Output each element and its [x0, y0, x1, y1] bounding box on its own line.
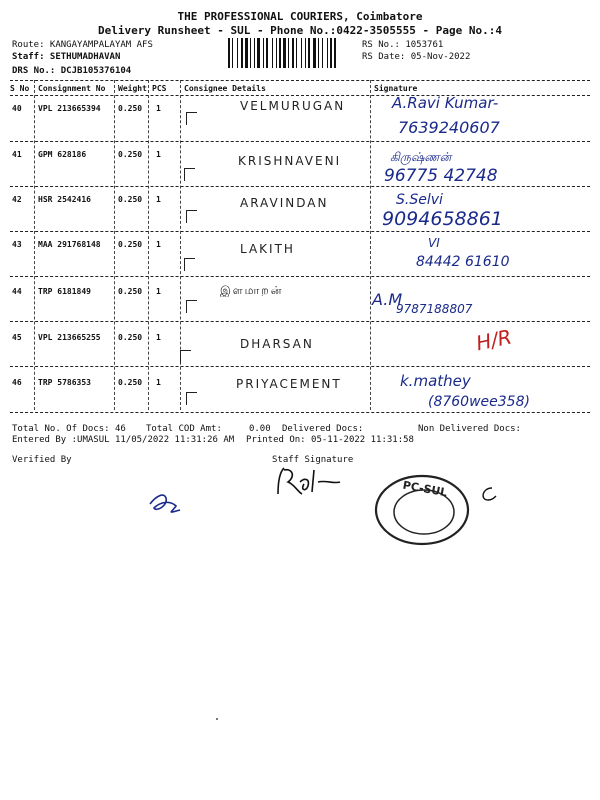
verified-signature: [146, 486, 186, 518]
row-consignee: PRIYACEMENT: [236, 377, 342, 391]
tick-mark: [186, 112, 197, 125]
row-sno: 41: [12, 150, 22, 159]
barcode-bar: [288, 38, 289, 68]
col-header-weight: Weight: [118, 84, 147, 93]
verified-by-label: Verified By: [12, 455, 72, 465]
barcode-bar: [313, 38, 316, 68]
staff-signature-label: Staff Signature: [272, 455, 354, 465]
barcode-bar: [241, 38, 243, 68]
rs-number: RS No.: 1053761: [362, 40, 444, 50]
row-sno: 42: [12, 195, 22, 204]
tick-mark: [184, 258, 195, 271]
row-signature-phone: 7639240607: [398, 118, 500, 137]
route-label: Route: KANGAYAMPALAYAM AFS: [12, 40, 153, 50]
barcode-bar: [308, 38, 310, 68]
barcode-bar: [279, 38, 281, 68]
divider: [10, 186, 590, 187]
column-divider: [34, 80, 35, 410]
barcode-bar: [276, 38, 277, 68]
row-consignment-no: TRP 5786353: [38, 378, 91, 387]
row-consignment-no: TRP 6181849: [38, 287, 91, 296]
divider: [10, 276, 590, 277]
delivered-docs: Delivered Docs:: [282, 424, 364, 434]
row-weight: 0.250: [118, 287, 143, 296]
row-weight: 0.250: [118, 104, 143, 113]
barcode-bar: [330, 38, 332, 68]
barcode-bar: [232, 38, 233, 68]
col-header-sno: S No: [10, 84, 30, 93]
column-divider: [114, 80, 115, 410]
row-consignment-no: VPL 213665255: [38, 333, 101, 342]
company-title: THE PROFESSIONAL COURIERS, Coimbatore: [177, 10, 423, 23]
barcode: [228, 38, 356, 68]
row-signature-phone: 96775 42748: [384, 166, 498, 186]
row-consignee: KRISHNAVENI: [238, 154, 342, 168]
scan-speck: [216, 718, 218, 720]
row-sno: 40: [12, 104, 22, 113]
row-pcs: 1: [156, 333, 161, 342]
barcode-bar: [318, 38, 319, 68]
col-header-signature: Signature: [374, 84, 418, 93]
row-signature-name: A.M: [372, 290, 403, 309]
row-consignee: DHARSAN: [240, 337, 314, 351]
row-consignment-no: MAA 291768148: [38, 240, 101, 249]
stamp-signature: [476, 484, 500, 506]
row-sno: 46: [12, 378, 22, 387]
row-weight: 0.250: [118, 195, 143, 204]
row-consignment-no: VPL 213665394: [38, 104, 101, 113]
barcode-bar: [266, 38, 268, 68]
divider: [10, 231, 590, 232]
row-pcs: 1: [156, 287, 161, 296]
row-signature-phone: 9787188807: [396, 302, 473, 316]
row-pcs: 1: [156, 150, 161, 159]
row-consignee: LAKITH: [240, 242, 295, 256]
barcode-bar: [296, 38, 297, 68]
divider: [10, 412, 590, 413]
barcode-bar: [283, 38, 286, 68]
rs-date: RS Date: 05-Nov-2022: [362, 52, 471, 62]
row-pcs: 1: [156, 378, 161, 387]
row-signature-name: கிருஷ்ணன்: [390, 150, 452, 164]
divider: [10, 95, 590, 96]
divider: [10, 141, 590, 142]
row-weight: 0.250: [118, 150, 143, 159]
staff-label: Staff: SETHUMADHAVAN: [12, 52, 121, 62]
drs-number: DRS No.: DCJB105376104: [12, 66, 132, 76]
row-signature-name: VI: [428, 236, 440, 250]
row-consignment-no: HSR 2542416: [38, 195, 91, 204]
total-docs: Total No. Of Docs: 46: [12, 424, 126, 434]
barcode-bar: [301, 38, 302, 68]
row-signature-phone: (8760wee358): [428, 394, 530, 410]
row-sno: 44: [12, 287, 22, 296]
divider: [10, 366, 590, 367]
divider: [10, 80, 590, 81]
barcode-bar: [263, 38, 264, 68]
row-signature-name: H/R: [473, 324, 514, 356]
row-signature-phone: 84442 61610: [416, 254, 510, 270]
divider: [10, 321, 590, 322]
barcode-bar: [237, 38, 238, 68]
barcode-bar: [327, 38, 328, 68]
entered-by: Entered By :UMASUL 11/05/2022 11:31:26 AM: [12, 435, 235, 445]
staff-signature: [270, 464, 350, 500]
round-stamp: [372, 468, 472, 548]
barcode-bar: [292, 38, 294, 68]
barcode-bar: [245, 38, 248, 68]
tick-mark: [180, 350, 191, 363]
barcode-bar: [322, 38, 323, 68]
row-pcs: 1: [156, 240, 161, 249]
barcode-bar: [254, 38, 255, 68]
row-sno: 45: [12, 333, 22, 342]
tick-mark: [186, 210, 197, 223]
row-consignment-no: GPM 628186: [38, 150, 87, 159]
row-signature-name: A.Ravi Kumar-: [392, 94, 499, 112]
row-pcs: 1: [156, 195, 161, 204]
barcode-bar: [250, 38, 251, 68]
barcode-bar: [257, 38, 260, 68]
barcode-bar: [334, 38, 336, 68]
row-weight: 0.250: [118, 240, 143, 249]
printed-on: Printed On: 05-11-2022 11:31:58: [246, 435, 414, 445]
row-consignee: VELMURUGAN: [240, 99, 346, 113]
row-consignee: இளமாறன்: [220, 284, 284, 297]
row-signature-name: k.mathey: [400, 372, 471, 390]
row-weight: 0.250: [118, 333, 143, 342]
col-header-consignee: Consignee Details: [184, 84, 266, 93]
row-signature-phone: 9094658861: [382, 208, 503, 230]
tick-mark: [186, 392, 197, 405]
stamp-text: PC-SUL: [401, 478, 449, 500]
row-pcs: 1: [156, 104, 161, 113]
row-signature-name: S.Selvi: [396, 192, 443, 208]
non-delivered-docs: Non Delivered Docs:: [418, 424, 521, 434]
row-weight: 0.250: [118, 378, 143, 387]
runsheet-title: Delivery Runsheet - SUL - Phone No.:0422-3505555 - Page No.:4: [98, 24, 502, 37]
total-cod: Total COD Amt: 0.00: [146, 424, 271, 434]
tick-mark: [186, 300, 197, 313]
row-sno: 43: [12, 240, 22, 249]
barcode-bar: [272, 38, 273, 68]
tick-mark: [184, 168, 195, 181]
column-divider: [148, 80, 149, 410]
barcode-bar: [228, 38, 230, 68]
row-consignee: ARAVINDAN: [240, 196, 329, 210]
column-divider: [370, 80, 371, 410]
col-header-pcs: PCS: [152, 84, 167, 93]
col-header-consignment: Consignment No: [38, 84, 106, 93]
barcode-bar: [305, 38, 306, 68]
